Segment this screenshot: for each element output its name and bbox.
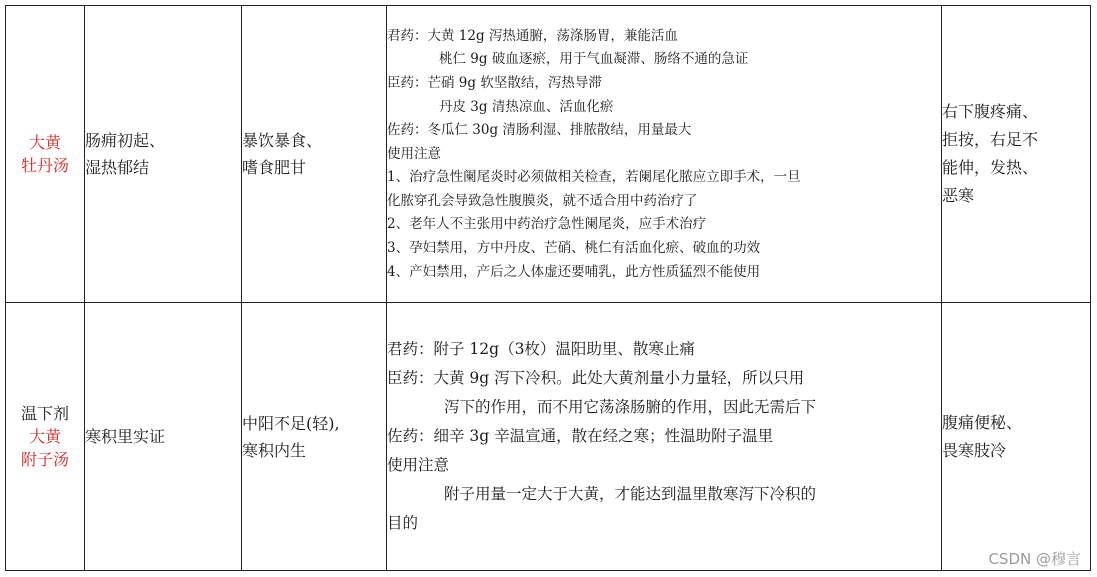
description-cell	[387, 6, 942, 303]
formula-name-cell	[6, 303, 85, 571]
description-line: 桃仁 9g 破血逐瘀，用于气血凝滞、肠络不通的急证	[439, 51, 749, 68]
syndrome-cell	[85, 6, 242, 303]
table-row	[6, 303, 1091, 571]
formula-name-line: 大黄	[28, 427, 61, 446]
cause-cell	[242, 6, 387, 303]
description-cell	[387, 303, 942, 571]
formula-name-line: 附子汤	[20, 450, 69, 469]
description-line: 臣药：芒硝 9g 软坚散结，泻热导滞	[387, 74, 602, 91]
symptom-line: 能伸，发热、	[942, 158, 1039, 177]
description-line: 使用注意	[387, 456, 450, 474]
csdn-watermark: CSDN @穆言	[988, 550, 1081, 568]
cause-line: 中阳不足(轻),	[242, 413, 340, 433]
cause-line: 暴饮暴食、	[242, 131, 323, 150]
description-line: 丹皮 3g 清热凉血、活血化瘀	[439, 98, 614, 115]
description-line: 佐药：冬瓜仁 30g 清肠利湿、排脓散结，用量最大	[387, 122, 692, 139]
description-line: 3、孕妇禁用，方中丹皮、芒硝、桃仁有活血化瘀、破血的功效	[387, 240, 761, 257]
description-line: 4、产妇禁用，产后之人体虚还要哺乳，此方性质猛烈不能使用	[387, 263, 761, 280]
description-line: 君药：大黄 12g 泻热通腑，荡涤肠胃，兼能活血	[387, 27, 678, 44]
symptom-line: 右下腹疼痛、	[942, 102, 1039, 121]
description-line: 目的	[387, 514, 419, 532]
symptoms-cell	[942, 303, 1091, 571]
formula-category-line: 温下剂	[20, 404, 69, 423]
syndrome-line: 寒积里实证	[85, 427, 166, 446]
symptom-line: 腹痛便秘、	[942, 412, 1023, 432]
description-line: 使用注意	[387, 145, 441, 162]
description-line: 附子用量一定大于大黄，才能达到温里散寒泻下冷积的	[444, 485, 817, 503]
symptom-line: 恶寒	[942, 186, 975, 205]
syndrome-cell	[85, 303, 242, 571]
table-row	[6, 6, 1091, 303]
description-line: 泻下的作用，而不用它荡涤肠腑的作用，因此无需后下	[444, 398, 817, 416]
symptoms-cell	[942, 6, 1091, 303]
formula-table	[5, 5, 1091, 571]
description-line: 佐药：细辛 3g 辛温宣通，散在经之寒；性温助附子温里	[387, 427, 774, 445]
cause-line: 嗜食肥甘	[242, 158, 307, 177]
description-line: 臣药：大黄 9g 泻下冷积。此处大黄剂量小力量轻，所以只用	[387, 369, 805, 387]
symptom-line: 拒按，右足不	[942, 130, 1039, 149]
cause-cell	[242, 303, 387, 571]
description-line: 2、老年人不主张用中药治疗急性阑尾炎，应手术治疗	[387, 216, 707, 233]
description-line: 化脓穿孔会导致急性腹膜炎，就不适合用中药治疗了	[387, 192, 698, 209]
syndrome-line: 肠痈初起、	[85, 131, 166, 150]
syndrome-line: 湿热郁结	[85, 158, 150, 177]
formula-name-line: 大黄	[28, 133, 61, 152]
symptom-line: 畏寒肢冷	[942, 440, 1007, 460]
description-line: 君药：附子 12g（3枚）温阳助里、散寒止痛	[387, 340, 695, 358]
description-line: 1、治疗急性阑尾炎时必须做相关检查，若阑尾化脓应立即手术，一旦	[387, 169, 801, 186]
cause-line: 寒积内生	[242, 440, 307, 460]
formula-name-line: 牡丹汤	[20, 156, 69, 175]
formula-name-cell	[6, 6, 85, 303]
